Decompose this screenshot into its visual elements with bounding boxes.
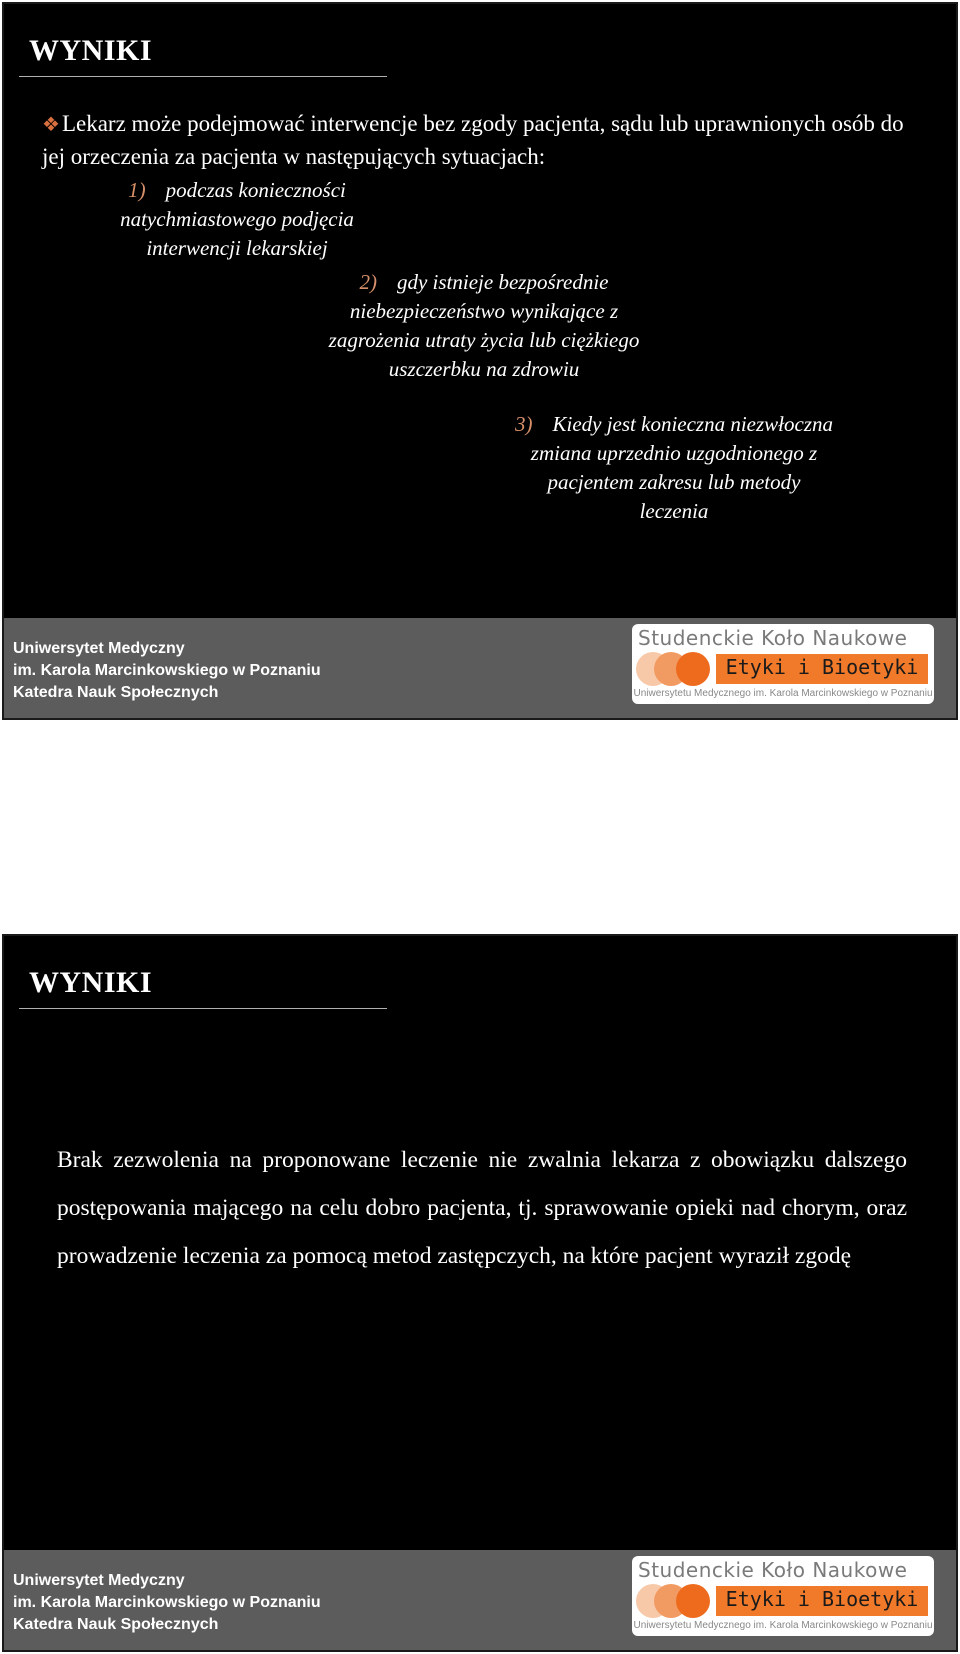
- footer-line: Katedra Nauk Społecznych: [13, 684, 219, 701]
- logo-title: Studenckie Koło Naukowe: [638, 1558, 908, 1582]
- intro-paragraph: [42, 108, 922, 172]
- logo-band-text: Etyki i Bioetyki: [725, 1587, 919, 1611]
- logo-band: [716, 1586, 928, 1616]
- item-number: 3): [514, 412, 533, 436]
- logo-subtitle: Uniwersytetu Medycznego im. Karola Marcinkowskiego w Poznaniu: [633, 688, 933, 699]
- item-line: interwencji lekarskiej: [146, 236, 328, 260]
- footer-line: im. Karola Marcinkowskiego w Poznaniu: [13, 1594, 321, 1611]
- list-item-2: [294, 268, 674, 384]
- item-line: pacjentem zakresu lub metody: [547, 470, 801, 494]
- item-line: gdy istnieje bezpośrednie: [396, 270, 609, 294]
- slide-footer: [4, 618, 956, 718]
- slide-footer: [4, 1550, 956, 1650]
- university-name: [13, 638, 321, 704]
- item-line: zmiana uprzednio uzgodnionego z: [530, 441, 818, 465]
- club-logo: [632, 624, 934, 704]
- item-line: zagrożenia utraty życia lub ciężkiego: [328, 328, 640, 352]
- logo-circles-icon: [636, 652, 716, 686]
- slide-title: WYNIKI: [29, 966, 153, 999]
- university-name: [13, 1570, 321, 1636]
- item-line: podczas konieczności: [165, 178, 346, 202]
- list-item-3: [474, 410, 874, 526]
- item-line: Kiedy jest konieczna niezwłoczna: [552, 412, 834, 436]
- slide-2: [2, 934, 958, 1652]
- title-underline: [19, 76, 387, 77]
- footer-line: im. Karola Marcinkowskiego w Poznaniu: [13, 662, 321, 679]
- logo-band: [716, 654, 928, 684]
- intro-text: Lekarz może podejmować interwencje bez zgody pacjenta, sądu lub uprawnionych osób do jej orzeczenia za pacjenta w następujących sytuacjach:: [42, 111, 904, 169]
- logo-circles-icon: [636, 1584, 716, 1618]
- title-underline: [19, 1008, 387, 1009]
- item-number: 2): [359, 270, 377, 294]
- footer-line: Uniwersytet Medyczny: [13, 640, 185, 657]
- item-line: leczenia: [639, 499, 709, 523]
- slide-1: [2, 2, 958, 720]
- club-logo: [632, 1556, 934, 1636]
- body-paragraph: Brak zezwolenia na proponowane leczenie nie zwalnia lekarza z obowiązku dalszego postępowania mającego na celu dobro pacjenta, tj. sprawowanie opieki nad chorym, oraz prowadzenie leczenia za pomocą metod zastępczych, na które pacjent wyraził zgodę: [57, 1147, 907, 1269]
- item-line: natychmiastowego podjęcia: [120, 207, 354, 231]
- footer-line: Katedra Nauk Społecznych: [13, 1616, 219, 1633]
- item-line: niebezpieczeństwo wynikające z: [349, 299, 619, 323]
- logo-band-text: Etyki i Bioetyki: [725, 655, 919, 679]
- list-item-1: [92, 176, 382, 263]
- item-number: 1): [128, 178, 146, 202]
- item-line: uszczerbku na zdrowiu: [388, 357, 580, 381]
- logo-subtitle: Uniwersytetu Medycznego im. Karola Marcinkowskiego w Poznaniu: [633, 1620, 933, 1631]
- slide-title: WYNIKI: [29, 34, 153, 67]
- logo-title: Studenckie Koło Naukowe: [638, 626, 908, 650]
- diamond-bullet-icon: ❖: [42, 114, 60, 136]
- footer-line: Uniwersytet Medyczny: [13, 1572, 185, 1589]
